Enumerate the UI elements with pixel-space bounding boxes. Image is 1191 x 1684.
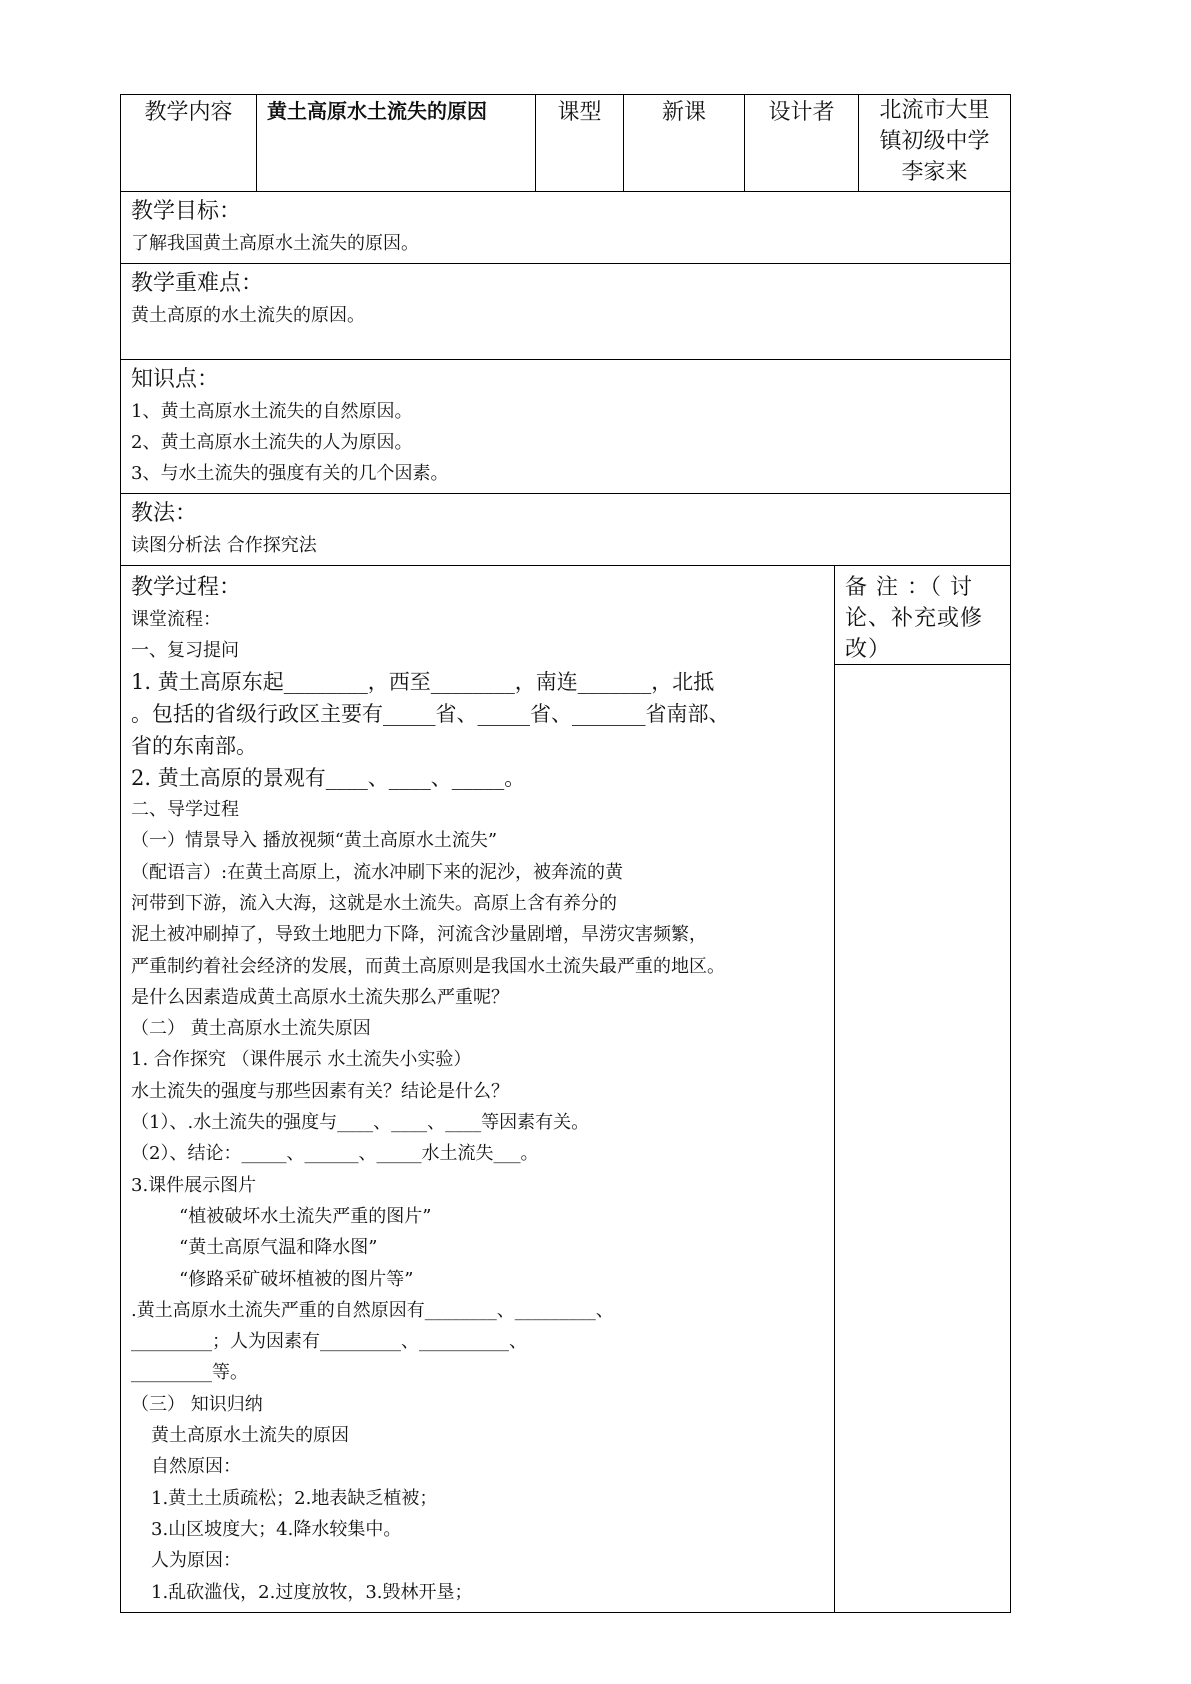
process-table	[120, 565, 1011, 1613]
knowledge-line: 3、与水土流失的强度有关的几个因素。	[131, 463, 449, 484]
knowledge-row	[121, 360, 1011, 494]
process-line: 1. 合作探究 （课件展示 水土流失小实验）	[131, 1049, 472, 1071]
knowledge-line: 1、黄土高原水土流失的自然原因。	[131, 401, 413, 422]
process-section	[121, 565, 835, 1612]
content-value: 黄土高原水土流失的原因	[257, 95, 536, 192]
process-line: 2. 黄土高原的景观有____、____、_____。	[131, 766, 526, 791]
key-points-title: 教学重难点：	[131, 271, 264, 296]
remarks-line: 备 注 ：（ 讨	[845, 574, 973, 600]
remarks-header	[835, 566, 1010, 665]
knowledge-line: 2、黄土高原水土流失的人为原因。	[131, 432, 413, 453]
process-line: （二） 黄土高原水土流失原因	[131, 1018, 371, 1040]
knowledge-title: 知识点：	[131, 367, 220, 392]
process-line: 人为原因：	[151, 1550, 241, 1572]
process-line: 1.乱砍滥伐，2.过度放牧，3.毁林开垦；	[151, 1581, 473, 1603]
process-line: _________等。	[131, 1362, 248, 1384]
key-points-line: 黄土高原的水土流失的原因。	[131, 305, 365, 326]
key-points-section	[121, 264, 1011, 360]
objectives-section	[121, 192, 1011, 264]
objectives-title: 教学目标：	[131, 199, 242, 224]
methods-title: 教法：	[131, 501, 198, 526]
type-value: 新课	[624, 95, 745, 192]
process-line: 黄土高原水土流失的原因	[151, 1425, 349, 1447]
process-line: 水土流失的强度与那些因素有关？结论是什么？	[131, 1080, 509, 1102]
process-line: 自然原因：	[151, 1456, 241, 1478]
process-line: 1.黄土土质疏松；2.地表缺乏植被；	[151, 1487, 438, 1509]
process-line: “黄土高原气温和降水图”	[179, 1237, 378, 1259]
process-line: 是什么因素造成黄土高原水土流失那么严重呢？	[131, 986, 509, 1008]
methods-line: 读图分析法 合作探究法	[131, 535, 317, 556]
lesson-plan-table	[120, 94, 1011, 566]
process-line: 一、复习提问	[131, 639, 239, 661]
designer-line: 镇初级中学	[879, 129, 990, 154]
designer-label: 设计者	[745, 95, 859, 192]
content-label: 教学内容	[121, 95, 257, 192]
knowledge-section	[121, 360, 1011, 494]
process-line: 课堂流程：	[131, 608, 221, 630]
process-line: 严重制约着社会经济的发展，而黄土高原则是我国水土流失最严重的地区。	[131, 955, 725, 977]
process-line: “植被破坏水土流失严重的图片”	[179, 1205, 432, 1227]
lesson-plan-sheet	[120, 94, 1010, 1613]
process-row	[121, 565, 1011, 1612]
process-line: 二、导学过程	[131, 799, 239, 821]
methods-row	[121, 494, 1011, 566]
objectives-row	[121, 192, 1011, 264]
process-line: _________；人为因素有_________、__________、	[131, 1331, 527, 1353]
process-line: 1. 黄土高原东起________，西至________，南连_______，北抵	[131, 670, 715, 695]
process-line: “修路采矿破坏植被的图片等”	[179, 1268, 414, 1290]
process-line: .黄土高原水土流失严重的自然原因有________、_________、	[131, 1299, 614, 1321]
process-line: （配语言）:在黄土高原上，流水冲刷下来的泥沙，被奔流的黄	[131, 861, 624, 883]
process-line: 河带到下游，流入大海，这就是水土流失。高原上含有养分的	[131, 892, 617, 914]
designer-value	[859, 95, 1011, 192]
process-line: 泥土被冲刷掉了，导致土地肥力下降，河流含沙量剧增，旱涝灾害频繁，	[131, 924, 707, 946]
designer-line: 北流市大里	[879, 98, 990, 123]
process-line: 3.山区坡度大；4.降水较集中。	[151, 1518, 402, 1540]
type-label: 课型	[536, 95, 624, 192]
remarks-line: 论、补充或修	[845, 605, 984, 631]
methods-section	[121, 494, 1011, 566]
header-row	[121, 95, 1011, 192]
key-points-row	[121, 264, 1011, 360]
process-line: 省的东南部。	[131, 734, 257, 759]
process-line: （三） 知识归纳	[131, 1393, 263, 1415]
process-line: （一）情景导入 播放视频“黄土高原水土流失”	[131, 830, 498, 852]
process-line: 。包括的省级行政区主要有_____省、_____省、_______省南部、	[131, 702, 730, 727]
process-line: 3.课件展示图片	[131, 1174, 257, 1196]
remarks-section	[835, 565, 1011, 1612]
process-line: （2）、结论：_____、______、_____水土流失___。	[131, 1143, 539, 1165]
process-title: 教学过程：	[131, 574, 242, 600]
remarks-line: 改）	[845, 636, 892, 662]
process-line: （1）、.水土流失的强度与____、____、____等因素有关。	[131, 1112, 590, 1134]
designer-line: 李家来	[901, 160, 968, 185]
objectives-line: 了解我国黄土高原水土流失的原因。	[131, 233, 419, 254]
